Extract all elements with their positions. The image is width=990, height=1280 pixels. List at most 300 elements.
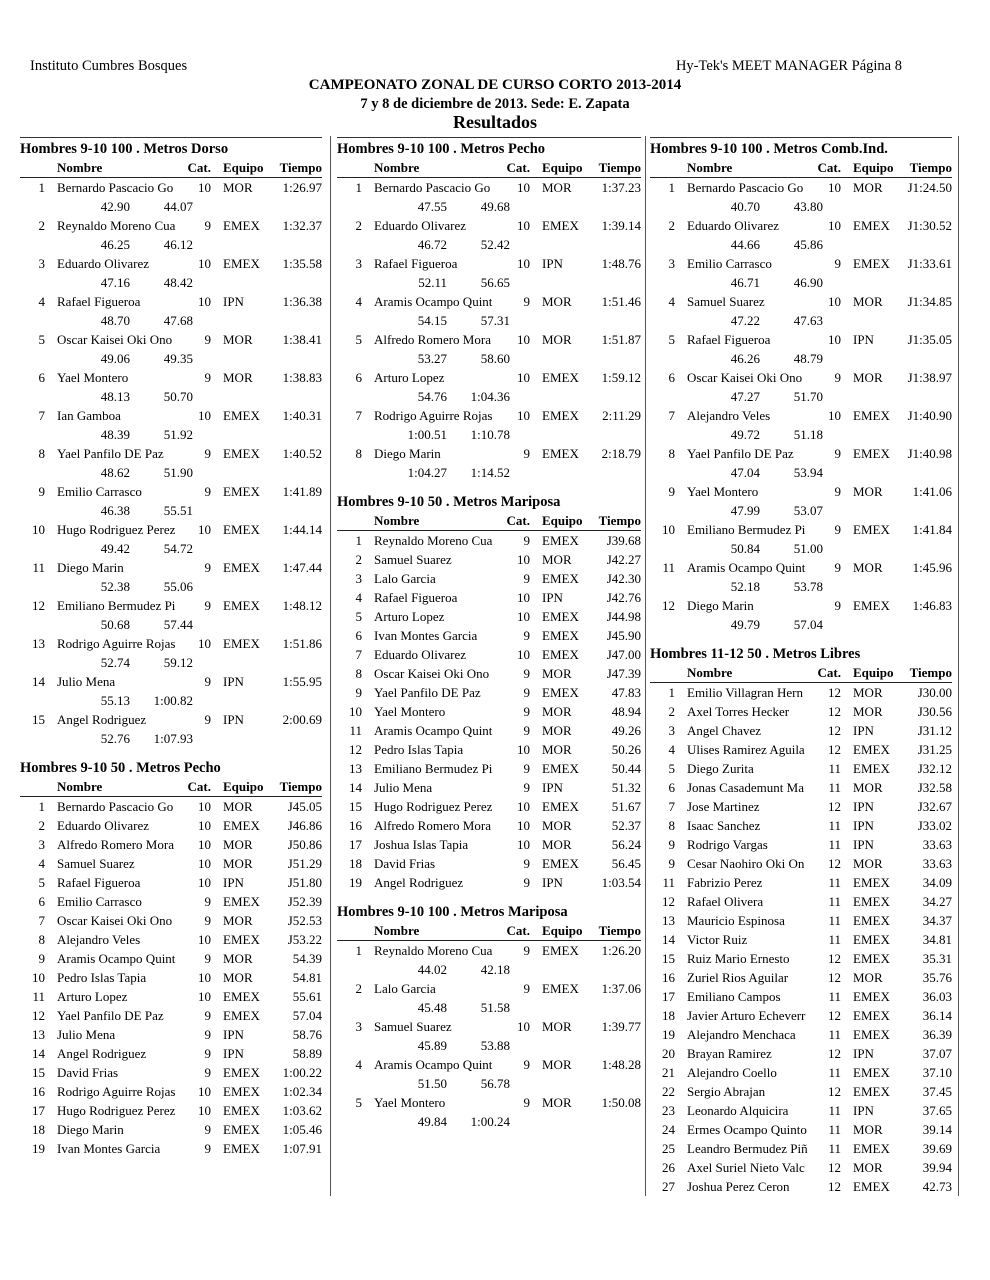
category: 9 bbox=[204, 712, 211, 727]
team: EMEX bbox=[223, 446, 260, 461]
swimmer-name: Julio Mena bbox=[57, 1027, 116, 1042]
results-column-2 bbox=[337, 137, 641, 1140]
team: EMEX bbox=[223, 894, 260, 909]
swimmer-name: Aramis Ocampo Quint bbox=[57, 951, 176, 966]
time: 37.10 bbox=[922, 1065, 952, 1080]
time: 1:26.20 bbox=[601, 943, 641, 958]
category: 10 bbox=[198, 875, 211, 890]
split-value: 53.07 bbox=[793, 503, 823, 518]
category: 10 bbox=[517, 609, 530, 624]
header-nombre: Nombre bbox=[687, 665, 733, 680]
time: 1:40.31 bbox=[282, 408, 322, 423]
result-row bbox=[20, 797, 322, 816]
swimmer-name: Rodrigo Vargas bbox=[687, 837, 768, 852]
time: J30.56 bbox=[917, 704, 952, 719]
time: 1:03.62 bbox=[282, 1103, 322, 1118]
splits-row bbox=[337, 1112, 641, 1131]
time: J1:24.50 bbox=[907, 180, 952, 195]
team: IPN bbox=[223, 674, 244, 689]
place: 12 bbox=[349, 742, 362, 757]
category: 10 bbox=[517, 1019, 530, 1034]
swimmer-name: Emilio Carrasco bbox=[687, 256, 772, 271]
category: 9 bbox=[204, 1046, 211, 1061]
result-row bbox=[20, 672, 322, 691]
result-row bbox=[337, 1093, 641, 1112]
split-value: 47.68 bbox=[163, 313, 193, 328]
splits-row bbox=[20, 577, 322, 596]
time: 35.31 bbox=[922, 951, 952, 966]
splits-row bbox=[337, 311, 641, 330]
team: EMEX bbox=[542, 408, 579, 423]
split-value: 53.94 bbox=[793, 465, 823, 480]
swimmer-name: Leonardo Alquicira bbox=[687, 1103, 789, 1118]
time: 1:50.08 bbox=[601, 1095, 641, 1110]
column-divider bbox=[958, 136, 959, 1196]
split-value: 46.26 bbox=[730, 351, 760, 366]
split-value: 50.70 bbox=[163, 389, 193, 404]
place: 9 bbox=[355, 685, 362, 700]
team: EMEX bbox=[542, 446, 579, 461]
team: EMEX bbox=[853, 408, 890, 423]
team: EMEX bbox=[542, 609, 579, 624]
place: 15 bbox=[349, 799, 362, 814]
splits-row bbox=[20, 311, 322, 330]
result-row bbox=[337, 873, 641, 892]
category: 9 bbox=[204, 1141, 211, 1156]
result-row bbox=[337, 645, 641, 664]
team: EMEX bbox=[853, 913, 890, 928]
time: 1:35.58 bbox=[282, 256, 322, 271]
time: 36.03 bbox=[922, 989, 952, 1004]
place: 8 bbox=[668, 446, 675, 461]
category: 10 bbox=[517, 590, 530, 605]
splits-row bbox=[337, 349, 641, 368]
header-spacer bbox=[337, 922, 362, 939]
result-row bbox=[20, 1044, 322, 1063]
category: 9 bbox=[523, 294, 530, 309]
category: 9 bbox=[834, 370, 841, 385]
time: 1:38.83 bbox=[282, 370, 322, 385]
result-row bbox=[20, 634, 322, 653]
time: J45.90 bbox=[606, 628, 641, 643]
result-row bbox=[650, 1006, 952, 1025]
swimmer-name: Jose Martinez bbox=[687, 799, 760, 814]
team: EMEX bbox=[223, 1084, 260, 1099]
result-row bbox=[650, 330, 952, 349]
time: 34.27 bbox=[922, 894, 952, 909]
place: 8 bbox=[668, 818, 675, 833]
category: 9 bbox=[523, 723, 530, 738]
split-value: 49.35 bbox=[163, 351, 193, 366]
time: 1:48.76 bbox=[601, 256, 641, 271]
result-row bbox=[337, 254, 641, 273]
header-nombre: Nombre bbox=[374, 513, 420, 528]
team: EMEX bbox=[853, 875, 890, 890]
event-section bbox=[650, 643, 952, 1196]
split-value: 43.80 bbox=[793, 199, 823, 214]
split-value: 51.92 bbox=[163, 427, 193, 442]
team: EMEX bbox=[223, 560, 260, 575]
team: EMEX bbox=[223, 932, 260, 947]
result-row bbox=[20, 816, 322, 835]
team: MOR bbox=[542, 723, 572, 738]
team: MOR bbox=[853, 180, 883, 195]
place: 18 bbox=[349, 856, 362, 871]
category: 12 bbox=[828, 704, 841, 719]
category: 10 bbox=[517, 370, 530, 385]
column-divider bbox=[330, 136, 331, 1196]
splits-row bbox=[337, 197, 641, 216]
place: 4 bbox=[38, 856, 45, 871]
place: 6 bbox=[355, 370, 362, 385]
splits-row bbox=[337, 463, 641, 482]
team: MOR bbox=[542, 666, 572, 681]
swimmer-name: Eduardo Olivarez bbox=[57, 256, 150, 271]
result-row bbox=[20, 330, 322, 349]
category: 11 bbox=[828, 1027, 841, 1042]
result-row bbox=[650, 968, 952, 987]
time: 35.76 bbox=[922, 970, 952, 985]
column-header-row bbox=[20, 159, 322, 178]
result-row bbox=[650, 254, 952, 273]
header-cat: Cat. bbox=[187, 160, 211, 175]
place: 7 bbox=[668, 408, 675, 423]
category: 10 bbox=[198, 837, 211, 852]
result-row bbox=[20, 835, 322, 854]
splits-row bbox=[650, 349, 952, 368]
split-value: 56.65 bbox=[480, 275, 510, 290]
swimmer-name: Samuel Suarez bbox=[57, 856, 135, 871]
swimmer-name: Alfredo Romero Mora bbox=[57, 837, 174, 852]
category: 9 bbox=[523, 856, 530, 871]
time: 37.07 bbox=[922, 1046, 952, 1061]
splits-row bbox=[20, 349, 322, 368]
team: MOR bbox=[853, 370, 883, 385]
time: J42.76 bbox=[606, 590, 641, 605]
time: 39.69 bbox=[922, 1141, 952, 1156]
time: 1:44.14 bbox=[282, 522, 322, 537]
splits-row bbox=[650, 577, 952, 596]
team: IPN bbox=[542, 256, 563, 271]
time: J1:40.98 bbox=[907, 446, 952, 461]
category: 10 bbox=[517, 180, 530, 195]
place: 16 bbox=[349, 818, 362, 833]
time: J30.00 bbox=[917, 685, 952, 700]
place: 21 bbox=[662, 1065, 675, 1080]
split-value: 51.70 bbox=[793, 389, 823, 404]
team: IPN bbox=[853, 799, 874, 814]
category: 11 bbox=[828, 1122, 841, 1137]
team: EMEX bbox=[223, 218, 260, 233]
team: IPN bbox=[223, 1046, 244, 1061]
result-row bbox=[337, 216, 641, 235]
time: J1:40.90 bbox=[907, 408, 952, 423]
category: 10 bbox=[828, 218, 841, 233]
time: 1:38.41 bbox=[282, 332, 322, 347]
time: J51.29 bbox=[287, 856, 322, 871]
swimmer-name: Alejandro Veles bbox=[687, 408, 771, 423]
splits-row bbox=[20, 425, 322, 444]
time: 52.37 bbox=[611, 818, 641, 833]
result-row bbox=[650, 1082, 952, 1101]
team: EMEX bbox=[542, 533, 579, 548]
place: 11 bbox=[662, 560, 675, 575]
team: EMEX bbox=[853, 598, 890, 613]
result-row bbox=[337, 664, 641, 683]
team: MOR bbox=[223, 799, 253, 814]
event-section bbox=[20, 757, 322, 1158]
time: 1:00.22 bbox=[282, 1065, 322, 1080]
place: 10 bbox=[32, 522, 45, 537]
category: 9 bbox=[523, 571, 530, 586]
splits-row bbox=[337, 425, 641, 444]
result-row bbox=[650, 873, 952, 892]
event-title: Hombres 9-10 100 . Metros Comb.Ind. bbox=[650, 141, 888, 157]
team: EMEX bbox=[542, 370, 579, 385]
place: 8 bbox=[38, 932, 45, 947]
team: MOR bbox=[542, 818, 572, 833]
swimmer-name: Cesar Naohiro Oki On bbox=[687, 856, 805, 871]
category: 9 bbox=[204, 370, 211, 385]
team: EMEX bbox=[853, 951, 890, 966]
category: 12 bbox=[828, 1160, 841, 1175]
time: 1:41.84 bbox=[912, 522, 952, 537]
split-value: 1:00.82 bbox=[153, 693, 193, 708]
time: 2:18.79 bbox=[601, 446, 641, 461]
swimmer-name: Aramis Ocampo Quint bbox=[374, 723, 493, 738]
header-equipo: Equipo bbox=[542, 923, 583, 938]
header-tiempo: Tiempo bbox=[598, 513, 641, 528]
place: 20 bbox=[662, 1046, 675, 1061]
swimmer-name: Bernardo Pascacio Go bbox=[687, 180, 804, 195]
team: EMEX bbox=[223, 989, 260, 1004]
split-value: 53.78 bbox=[793, 579, 823, 594]
team: MOR bbox=[223, 951, 253, 966]
split-value: 57.31 bbox=[480, 313, 510, 328]
place: 18 bbox=[32, 1122, 45, 1137]
split-value: 55.13 bbox=[100, 693, 130, 708]
team: EMEX bbox=[542, 571, 579, 586]
category: 9 bbox=[523, 875, 530, 890]
split-value: 44.02 bbox=[417, 962, 447, 977]
splits-row bbox=[20, 387, 322, 406]
place: 3 bbox=[38, 256, 45, 271]
swimmer-name: Hugo Rodriguez Perez bbox=[374, 799, 493, 814]
category: 11 bbox=[828, 818, 841, 833]
split-value: 47.99 bbox=[730, 503, 760, 518]
team: EMEX bbox=[853, 522, 890, 537]
category: 10 bbox=[198, 818, 211, 833]
split-value: 53.88 bbox=[480, 1038, 510, 1053]
result-row bbox=[650, 854, 952, 873]
place: 25 bbox=[662, 1141, 675, 1156]
place: 17 bbox=[662, 989, 675, 1004]
column-header-row bbox=[650, 664, 952, 683]
time: J52.39 bbox=[287, 894, 322, 909]
result-row bbox=[20, 1006, 322, 1025]
swimmer-name: Alfredo Romero Mora bbox=[374, 818, 491, 833]
header-tiempo: Tiempo bbox=[598, 923, 641, 938]
place: 17 bbox=[32, 1103, 45, 1118]
split-value: 1:00.24 bbox=[470, 1114, 510, 1129]
category: 9 bbox=[523, 981, 530, 996]
time: 1:32.37 bbox=[282, 218, 322, 233]
team: EMEX bbox=[853, 894, 890, 909]
place: 16 bbox=[662, 970, 675, 985]
category: 10 bbox=[828, 180, 841, 195]
splits-row bbox=[650, 463, 952, 482]
place: 4 bbox=[355, 1057, 362, 1072]
result-row bbox=[337, 854, 641, 873]
place: 11 bbox=[349, 723, 362, 738]
time: J47.00 bbox=[606, 647, 641, 662]
team: IPN bbox=[223, 875, 244, 890]
place: 4 bbox=[668, 294, 675, 309]
header-tiempo: Tiempo bbox=[909, 665, 952, 680]
category: 9 bbox=[204, 1008, 211, 1023]
split-value: 49.84 bbox=[417, 1114, 447, 1129]
header-equipo: Equipo bbox=[853, 665, 894, 680]
team: EMEX bbox=[223, 484, 260, 499]
swimmer-name: Rafael Figueroa bbox=[57, 294, 141, 309]
result-row bbox=[337, 550, 641, 569]
category: 9 bbox=[204, 894, 211, 909]
category: 10 bbox=[198, 408, 211, 423]
category: 11 bbox=[828, 894, 841, 909]
category: 9 bbox=[523, 533, 530, 548]
result-row bbox=[650, 368, 952, 387]
event-section bbox=[20, 137, 322, 748]
team: MOR bbox=[223, 970, 253, 985]
split-value: 46.25 bbox=[100, 237, 130, 252]
time: 49.26 bbox=[611, 723, 641, 738]
place: 6 bbox=[38, 370, 45, 385]
result-row bbox=[20, 482, 322, 501]
split-value: 54.72 bbox=[163, 541, 193, 556]
swimmer-name: Angel Chavez bbox=[687, 723, 762, 738]
team: MOR bbox=[223, 332, 253, 347]
swimmer-name: Pedro Islas Tapia bbox=[57, 970, 147, 985]
swimmer-name: Rafael Figueroa bbox=[57, 875, 141, 890]
time: 1:07.91 bbox=[282, 1141, 322, 1156]
column-header-row bbox=[337, 159, 641, 178]
team: MOR bbox=[853, 560, 883, 575]
split-value: 45.86 bbox=[793, 237, 823, 252]
splits-row bbox=[20, 463, 322, 482]
place: 10 bbox=[32, 970, 45, 985]
swimmer-name: Yael Panfilo DE Paz bbox=[374, 685, 481, 700]
header-equipo: Equipo bbox=[853, 160, 894, 175]
category: 11 bbox=[828, 1065, 841, 1080]
time: 33.63 bbox=[922, 837, 952, 852]
swimmer-name: Emilio Carrasco bbox=[57, 484, 142, 499]
time: 1:03.54 bbox=[601, 875, 641, 890]
header-tiempo: Tiempo bbox=[598, 160, 641, 175]
swimmer-name: Hugo Rodriguez Perez bbox=[57, 1103, 176, 1118]
team: MOR bbox=[542, 294, 572, 309]
header-spacer bbox=[337, 512, 362, 529]
category: 10 bbox=[517, 818, 530, 833]
result-row bbox=[20, 216, 322, 235]
time: 2:11.29 bbox=[602, 408, 641, 423]
swimmer-name: Sergio Abrajan bbox=[687, 1084, 766, 1099]
split-value: 52.42 bbox=[480, 237, 510, 252]
place: 13 bbox=[662, 913, 675, 928]
team: MOR bbox=[853, 704, 883, 719]
time: J53.22 bbox=[287, 932, 322, 947]
splits-row bbox=[650, 311, 952, 330]
place: 1 bbox=[355, 943, 362, 958]
place: 19 bbox=[662, 1027, 675, 1042]
result-row bbox=[337, 740, 641, 759]
column-header-row bbox=[337, 922, 641, 941]
swimmer-name: Arturo Lopez bbox=[374, 370, 445, 385]
time: 50.26 bbox=[611, 742, 641, 757]
team: MOR bbox=[223, 913, 253, 928]
category: 10 bbox=[198, 1084, 211, 1099]
place: 4 bbox=[38, 294, 45, 309]
event-title: Hombres 9-10 50 . Metros Mariposa bbox=[337, 494, 561, 510]
team: MOR bbox=[542, 1057, 572, 1072]
result-row bbox=[650, 778, 952, 797]
time: 48.94 bbox=[611, 704, 641, 719]
place: 15 bbox=[662, 951, 675, 966]
splits-row bbox=[20, 653, 322, 672]
team: EMEX bbox=[853, 446, 890, 461]
place: 3 bbox=[668, 723, 675, 738]
swimmer-name: Eduardo Olivarez bbox=[57, 818, 150, 833]
team: IPN bbox=[853, 818, 874, 833]
category: 10 bbox=[198, 294, 211, 309]
team: IPN bbox=[223, 294, 244, 309]
split-value: 55.51 bbox=[163, 503, 193, 518]
splits-row bbox=[650, 425, 952, 444]
category: 9 bbox=[834, 522, 841, 537]
result-row bbox=[337, 816, 641, 835]
place: 4 bbox=[668, 742, 675, 757]
swimmer-name: Alejandro Veles bbox=[57, 932, 141, 947]
place: 18 bbox=[662, 1008, 675, 1023]
swimmer-name: Emiliano Campos bbox=[687, 989, 781, 1004]
result-row bbox=[650, 1139, 952, 1158]
time: 1:51.46 bbox=[601, 294, 641, 309]
splits-row bbox=[650, 387, 952, 406]
time: 1:46.83 bbox=[912, 598, 952, 613]
time: 1:36.38 bbox=[282, 294, 322, 309]
result-row bbox=[20, 292, 322, 311]
time: 37.65 bbox=[922, 1103, 952, 1118]
result-row bbox=[650, 292, 952, 311]
place: 3 bbox=[355, 256, 362, 271]
time: J44.98 bbox=[606, 609, 641, 624]
swimmer-name: Joshua Islas Tapia bbox=[374, 837, 469, 852]
swimmer-name: Aramis Ocampo Quint bbox=[374, 294, 493, 309]
result-row bbox=[337, 835, 641, 854]
split-value: 51.90 bbox=[163, 465, 193, 480]
time: 51.67 bbox=[611, 799, 641, 814]
team: MOR bbox=[542, 552, 572, 567]
place: 12 bbox=[32, 1008, 45, 1023]
team: IPN bbox=[853, 332, 874, 347]
time: 51.32 bbox=[611, 780, 641, 795]
category: 10 bbox=[198, 989, 211, 1004]
column-header-row bbox=[337, 512, 641, 531]
result-row bbox=[650, 797, 952, 816]
splits-row bbox=[337, 235, 641, 254]
time: 1:45.96 bbox=[912, 560, 952, 575]
result-row bbox=[337, 368, 641, 387]
place: 13 bbox=[32, 636, 45, 651]
